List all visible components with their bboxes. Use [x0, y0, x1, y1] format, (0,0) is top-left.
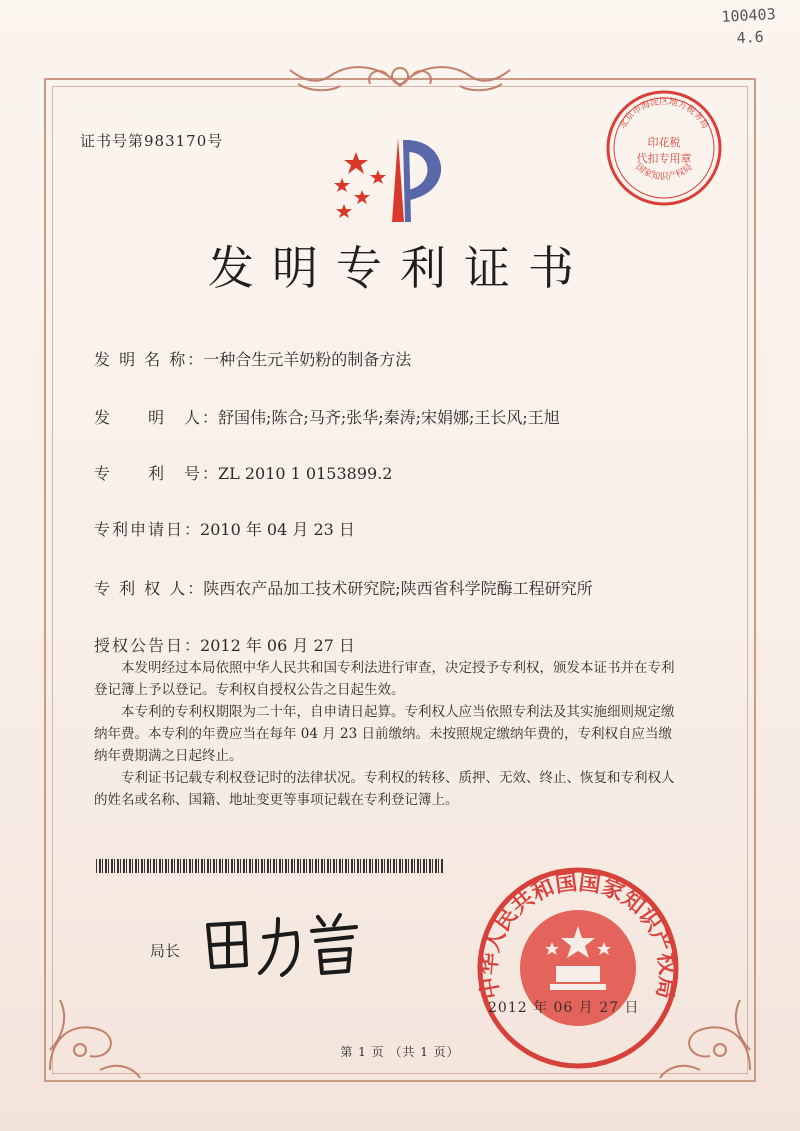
certificate-body	[94, 657, 684, 811]
director-signature	[200, 905, 370, 985]
field-value: 2012 年 06 月 27 日	[200, 636, 355, 655]
svg-text:代扣专用章: 代扣专用章	[636, 152, 692, 165]
handwritten-note-line: 4.6	[736, 27, 765, 48]
page-title: 发明专利证书	[208, 241, 592, 295]
field-value: 一种合生元羊奶粉的制备方法	[203, 350, 412, 369]
field-patentee	[94, 576, 593, 599]
svg-text:北京市海淀区地方税务局: 北京市海淀区地方税务局	[618, 97, 710, 131]
field-label: 发 明 人	[94, 408, 203, 427]
tax-stamp-seal-icon	[602, 86, 726, 210]
svg-text:中华人民共和国国家知识产权局: 中华人民共和国国家知识产权局	[476, 870, 680, 1001]
handwritten-note	[721, 2, 793, 50]
seal-date: 2012 年 06 月 27 日	[488, 1000, 640, 1016]
field-separator: ：	[187, 350, 204, 369]
page-footer: 第 1 页 （共 1 页）	[340, 1045, 460, 1059]
svg-text:国家知识产权局: 国家知识产权局	[633, 162, 695, 183]
field-grant-date	[94, 633, 355, 656]
field-separator: ：	[184, 636, 201, 655]
field-value: ZL 2010 1 0153899.2	[218, 464, 393, 483]
field-value: 舒国伟;陈合;马齐;张华;秦涛;宋娟娜;王长风;王旭	[218, 408, 560, 427]
certificate-number: 证书号第983170号	[80, 132, 224, 150]
body-paragraph: 专利证书记载专利权登记时的法律状况。专利权的转移、质押、无效、终止、恢复和专利权人的姓名或名称、国籍、地址变更等事项记载在专利登记簿上。	[94, 770, 675, 808]
field-separator: ：	[202, 408, 219, 427]
field-application-date	[94, 517, 355, 540]
corner-ornament-bottom-left	[40, 960, 150, 1080]
patent-office-logo-icon	[328, 130, 468, 230]
field-label: 专利申请日	[94, 520, 185, 539]
field-value: 2010 年 04 月 23 日	[200, 520, 355, 539]
field-invention-name	[94, 347, 411, 370]
field-label: 专 利 权 人	[94, 579, 188, 598]
body-paragraph: 本发明经过本局依照中华人民共和国专利法进行审查，决定授予专利权，颁发本证书并在专利登记簿上予以登记。专利权自授权公告之日起生效。	[94, 660, 675, 698]
field-patent-number	[94, 461, 392, 484]
field-inventors	[94, 405, 560, 428]
field-label: 授权公告日	[94, 636, 185, 655]
field-label: 专 利 号	[94, 464, 203, 483]
barcode	[96, 859, 444, 873]
handwritten-note-line: 100403	[721, 5, 777, 26]
top-ornament	[270, 56, 530, 96]
director-label: 局长	[150, 942, 181, 960]
field-label: 发 明 名 称	[94, 350, 188, 369]
field-separator: ：	[187, 579, 204, 598]
svg-text:印花税: 印花税	[647, 136, 681, 149]
field-separator: ：	[184, 520, 201, 539]
field-value: 陕西农产品加工技术研究院;陕西省科学院酶工程研究所	[203, 579, 593, 598]
body-paragraph: 本专利的专利权期限为二十年，自申请日起算。专利权人应当依照专利法及其实施细则规定缴纳年费。本专利的年费应当在每年 04 月 23 日前缴纳。未按照规定缴纳年费的，专利权自应当缴纳年费期满之日起终止。	[94, 704, 675, 764]
field-separator: ：	[202, 464, 219, 483]
